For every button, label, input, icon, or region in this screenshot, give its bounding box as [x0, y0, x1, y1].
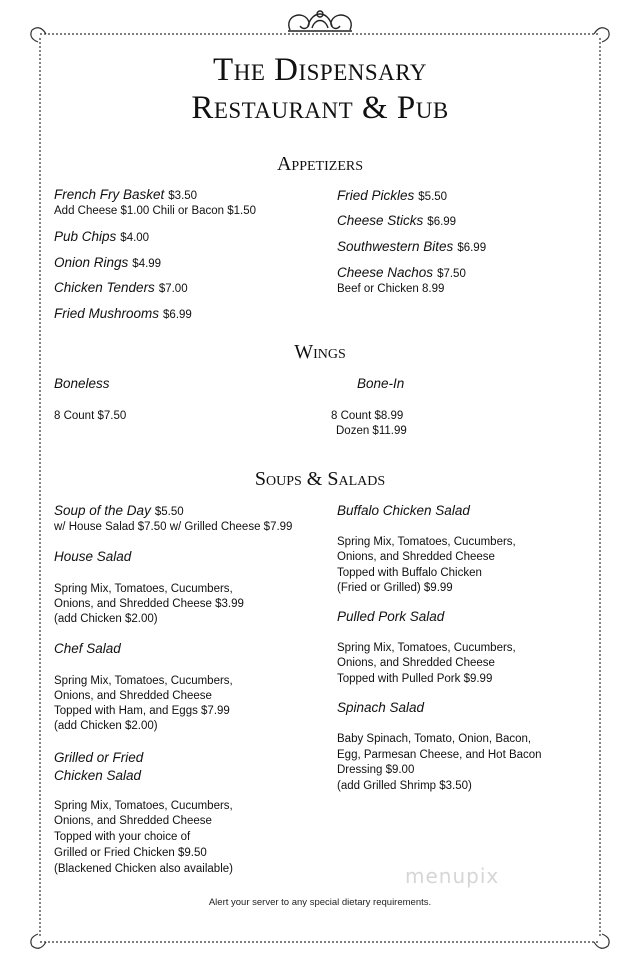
- item-detail: Spring Mix, Tomatoes, Cucumbers,: [337, 642, 516, 654]
- menu-item: French Fry Basket $3.50: [54, 187, 198, 202]
- item-detail: (add Chicken $2.00): [54, 613, 158, 625]
- top-ornament-icon: [288, 11, 352, 31]
- item-detail: (add Chicken $2.00): [54, 720, 158, 732]
- menu-item: Soup of the Day $5.50: [54, 503, 184, 518]
- item-detail: (add Grilled Shrimp $3.50): [337, 780, 472, 792]
- item-detail: Topped with Ham, and Eggs $7.99: [54, 705, 230, 717]
- menu-item: Chef Salad: [54, 641, 121, 656]
- item-detail: (Blackened Chicken also available): [54, 863, 233, 875]
- restaurant-subtitle: Restaurant & Pub: [191, 90, 449, 126]
- item-detail: 8 Count $8.99: [331, 410, 404, 422]
- item-detail: Spring Mix, Tomatoes, Cucumbers,: [54, 800, 233, 812]
- menu-item: Southwestern Bites $6.99: [337, 239, 487, 254]
- item-detail: Topped with Buffalo Chicken: [337, 567, 482, 579]
- item-detail: Onions, and Shredded Cheese: [54, 815, 212, 827]
- menu-item: House Salad: [54, 549, 132, 564]
- section-appetizers: Appetizers: [276, 153, 363, 175]
- section-wings: Wings: [294, 341, 346, 363]
- item-detail: Grilled or Fried Chicken $9.50: [54, 847, 207, 859]
- watermark-logo: menupix: [405, 864, 500, 888]
- menu-item: Grilled or Fried: [54, 750, 144, 765]
- menu-item: Cheese Sticks $6.99: [337, 213, 457, 228]
- menu-item: Bone-In: [357, 376, 405, 391]
- item-detail: Add Cheese $1.00 Chili or Bacon $1.50: [54, 205, 257, 217]
- item-detail: Spring Mix, Tomatoes, Cucumbers,: [337, 536, 516, 548]
- menu-item: Cheese Nachos $7.50: [337, 265, 466, 280]
- item-detail: 8 Count $7.50: [54, 410, 127, 422]
- item-detail: w/ House Salad $7.50 w/ Grilled Cheese $7.99: [54, 521, 293, 533]
- menu-item: Pulled Pork Salad: [337, 609, 445, 624]
- item-detail: Egg, Parmesan Cheese, and Hot Bacon: [337, 749, 542, 761]
- item-detail: Spring Mix, Tomatoes, Cucumbers,: [54, 583, 233, 595]
- item-detail: Onions, and Shredded Cheese: [337, 551, 495, 563]
- item-detail: Dozen $11.99: [336, 425, 407, 437]
- section-soups-salads: Soups & Salads: [254, 468, 386, 490]
- item-detail: Onions, and Shredded Cheese: [337, 657, 495, 669]
- menu-item: Buffalo Chicken Salad: [337, 503, 470, 518]
- dietary-note: Alert your server to any special dietary requirements.: [208, 897, 432, 908]
- menu-item: Pub Chips $4.00: [54, 229, 150, 244]
- item-detail: Onions, and Shredded Cheese: [54, 690, 212, 702]
- item-detail: Topped with Pulled Pork $9.99: [337, 673, 493, 685]
- menu-item: Chicken Salad: [54, 768, 142, 783]
- menu-item: Boneless: [54, 376, 110, 391]
- item-detail: Onions, and Shredded Cheese $3.99: [54, 598, 244, 610]
- item-detail: Spring Mix, Tomatoes, Cucumbers,: [54, 675, 233, 687]
- restaurant-name: The Dispensary: [213, 52, 427, 88]
- item-detail: (Fried or Grilled) $9.99: [337, 582, 453, 594]
- menu-item: Spinach Salad: [337, 700, 425, 715]
- menu-item: Fried Pickles $5.50: [337, 188, 448, 203]
- item-detail: Beef or Chicken 8.99: [337, 283, 445, 295]
- item-detail: Topped with your choice of: [54, 831, 191, 843]
- menu-item: Onion Rings $4.99: [54, 255, 162, 270]
- item-detail: Dressing $9.00: [337, 764, 415, 776]
- menu-item: Chicken Tenders $7.00: [54, 280, 188, 295]
- menu-item: Fried Mushrooms $6.99: [54, 306, 192, 321]
- item-detail: Baby Spinach, Tomato, Onion, Bacon,: [337, 733, 532, 745]
